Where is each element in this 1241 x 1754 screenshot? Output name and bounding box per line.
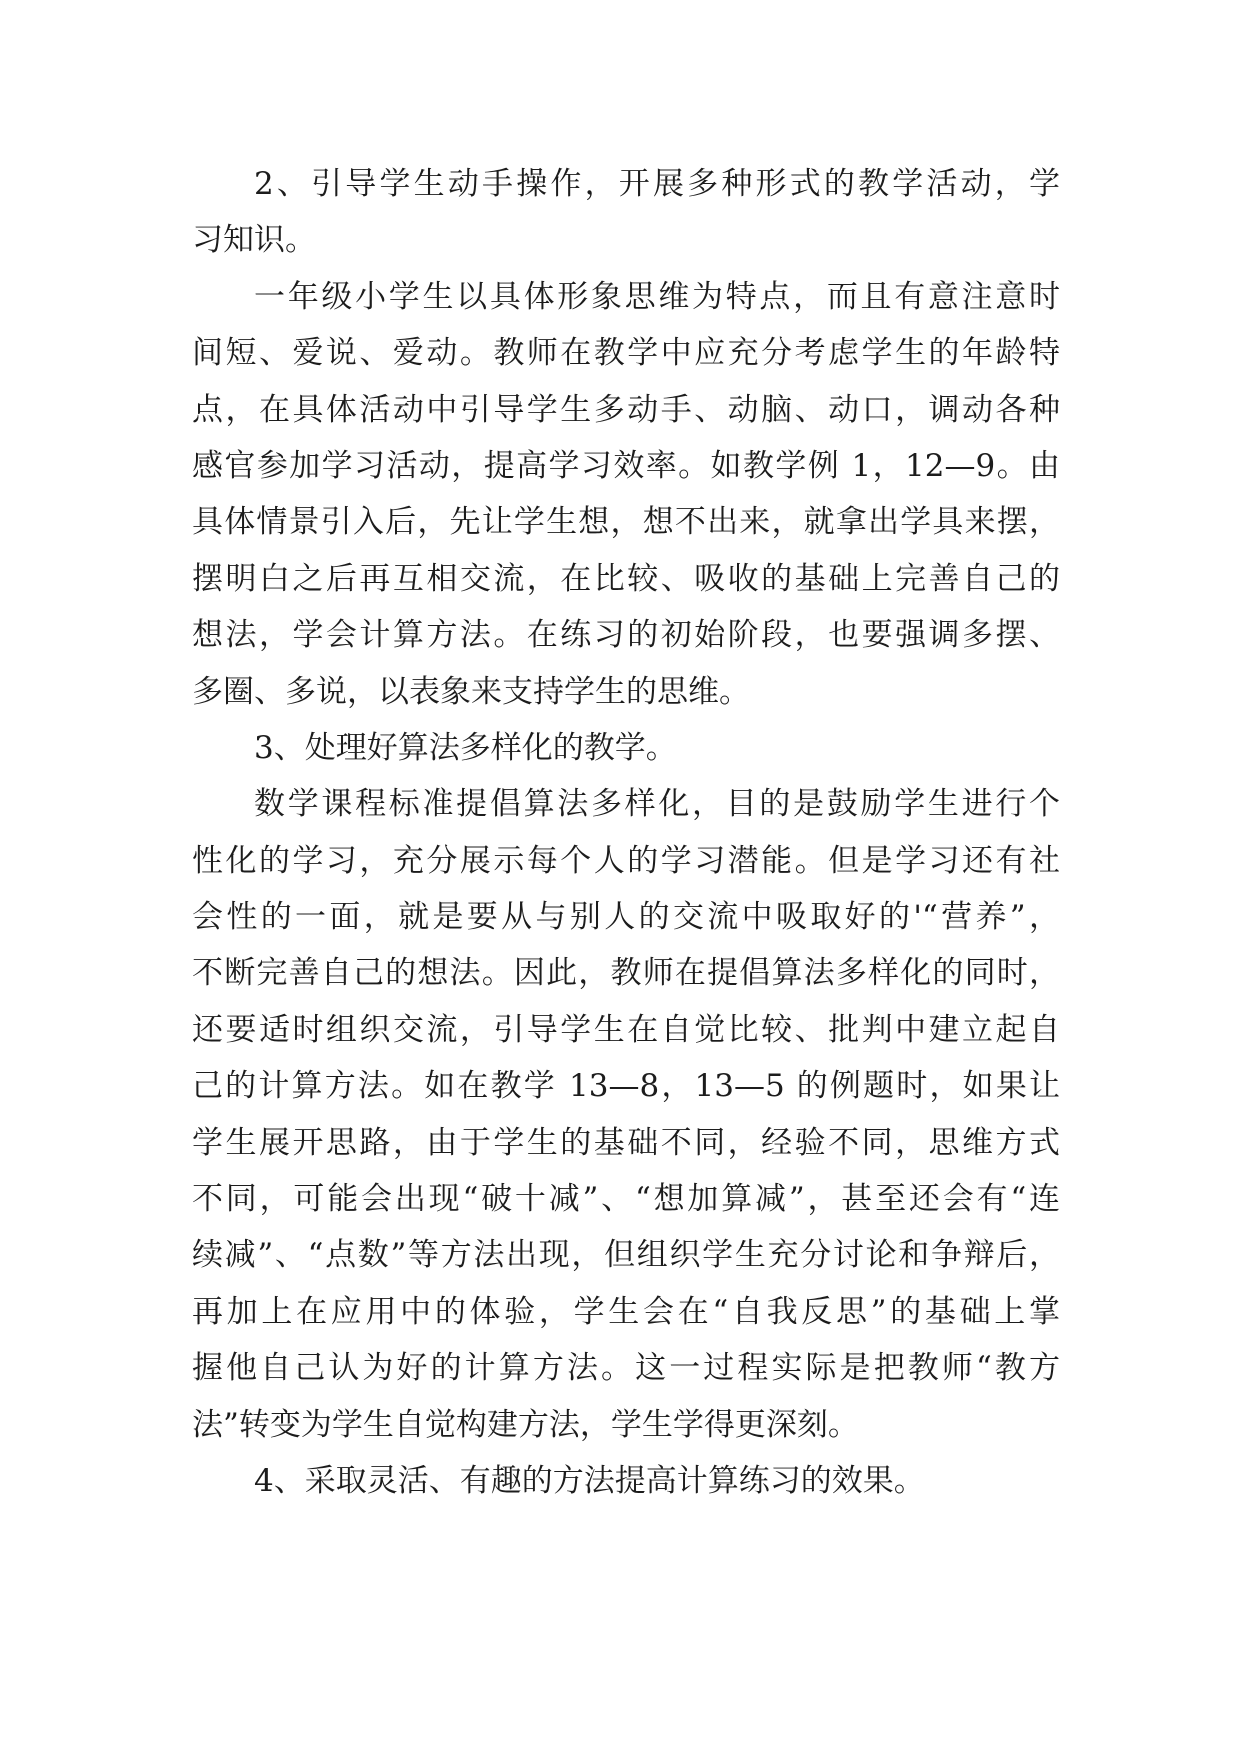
text-line: 己的计算方法。如在教学 13—8，13—5 的例题时，如果让 [192, 1068, 1060, 1105]
text-line: 握他自己认为好的计算方法。这一过程实际是把教师“教方 [192, 1350, 1060, 1387]
text-line: 摆明白之后再互相交流，在比较、吸收的基础上完善自己的 [192, 560, 1060, 597]
text-line: 2、引导学生动手操作，开展多种形式的教学活动，学 [254, 166, 1060, 202]
section-heading-2 [192, 156, 1060, 269]
text-line: 不断完善自己的想法。因此，教师在提倡算法多样化的同时， [192, 955, 1060, 992]
text-line: 一年级小学生以具体形象思维为特点，而且有意注意时 [254, 278, 1060, 315]
text-line: 想法，学会计算方法。在练习的初始阶段，也要强调多摆、 [192, 617, 1060, 654]
body-paragraph-1 [192, 269, 1060, 720]
text-line: 数学课程标准提倡算法多样化，目的是鼓励学生进行个 [254, 786, 1060, 823]
section-heading-3 [192, 720, 1060, 776]
document-body [192, 156, 1060, 1509]
text-line: 多圈、多说，以表象来支持学生的思维。 [192, 673, 750, 710]
text-line: 性化的学习，充分展示每个人的学习潜能。但是学习还有社 [192, 842, 1060, 879]
text-line: 再加上在应用中的体验，学生会在“自我反思”的基础上掌 [192, 1293, 1060, 1330]
section-heading-4 [192, 1453, 1060, 1509]
text-line: 学生展开思路，由于学生的基础不同，经验不同，思维方式 [192, 1124, 1060, 1161]
text-line: 感官参加学习活动，提高学习效率。如教学例 1，12—9。由 [192, 447, 1060, 484]
text-line: 还要适时组织交流，引导学生在自觉比较、批判中建立起自 [192, 1011, 1060, 1048]
text-line: 法”转变为学生自觉构建方法，学生学得更深刻。 [192, 1406, 859, 1443]
text-line: 间短、爱说、爱动。教师在教学中应充分考虑学生的年龄特 [192, 335, 1060, 372]
text-line: 具体情景引入后，先让学生想，想不出来，就拿出学具来摆， [192, 504, 1060, 541]
body-paragraph-2 [192, 776, 1060, 1453]
text-line: 4、采取灵活、有趣的方法提高计算练习的效果。 [254, 1462, 925, 1499]
text-line: 续减”、“点数”等方法出现，但组织学生充分讨论和争辩后， [192, 1237, 1060, 1274]
text-line: 习知识。 [192, 222, 316, 259]
text-line: 不同，可能会出现“破十减”、“想加算减”，甚至还会有“连 [192, 1181, 1060, 1218]
text-line: 点，在具体活动中引导学生多动手、动脑、动口，调动各种 [192, 391, 1060, 428]
text-line: 会性的一面，就是要从与别人的交流中吸取好的'“营养”， [192, 899, 1060, 936]
text-line: 3、处理好算法多样化的教学。 [254, 729, 677, 766]
